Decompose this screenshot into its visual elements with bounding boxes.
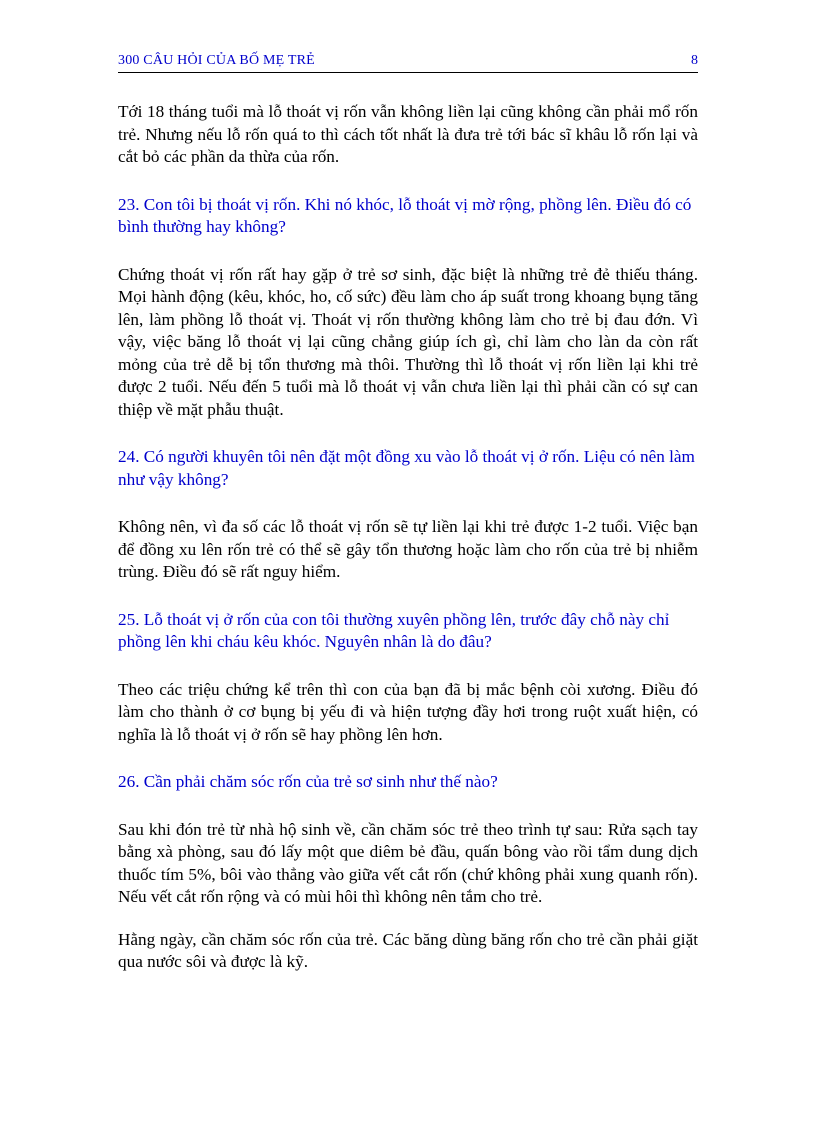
question-26: 26. Cần phải chăm sóc rốn của trẻ sơ sinh như thế nào? <box>118 772 498 791</box>
page-number: 8 <box>691 53 698 68</box>
answer-26-part-1: Sau khi đón trẻ từ nhà hộ sinh về, cần chăm sóc trẻ theo trình tự sau: Rửa sạch tay bằng xà phòng, sau đó lấy một que diêm bẻ đầu, quấn bông vào rồi tẩm dung dịch thuốc tím 5%, bôi vào thẳng vào giữa vết cắt rốn (chứ không phải xung quanh rốn). Nếu vết cắt rốn rộng và có mùi hôi thì không nên tắm cho trẻ. <box>118 819 698 906</box>
answer-paragraph-1: Tới 18 tháng tuổi mà lỗ thoát vị rốn vẫn không liền lại cũng không cần phải mổ rốn trẻ. Nhưng nếu lỗ rốn quá to thì cách tốt nhất là đưa trẻ tới bác sĩ khâu lỗ rốn lại và cắt bỏ các phần da thừa của rốn. <box>118 102 698 166</box>
answer-25: Theo các triệu chứng kể trên thì con của bạn đã bị mắc bệnh còi xương. Điều đó làm cho thành ở cơ bụng bị yếu đi và hiện tượng đầy hơi trong ruột xuất hiện, có nghĩa là lỗ thoát vị ở rốn sẽ hay phồng lên hơn. <box>118 679 698 744</box>
answer-24: Không nên, vì đa số các lỗ thoát vị rốn sẽ tự liền lại khi trẻ được 1-2 tuổi. Việc bạn để đồng xu lên rốn trẻ có thể sẽ gây tổn thương hoặc làm cho rốn của trẻ bị nhiễm trùng. Điều đó sẽ rất nguy hiểm. <box>118 517 698 581</box>
book-title: 300 CÂU HỎI CỦA BỐ MẸ TRẺ <box>118 53 315 68</box>
page-header <box>118 52 698 73</box>
answer-23: Chứng thoát vị rốn rất hay gặp ở trẻ sơ sinh, đặc biệt là những trẻ đẻ thiếu tháng. Mọi hành động (kêu, khóc, ho, cố sức) đều làm cho áp suất trong khoang bụng tăng lên, làm phồng lỗ thoát vị. Thoát vị rốn thường không làm cho trẻ bị đau đớn. Vì vậy, việc băng lỗ thoát vị lại cũng chẳng giúp ích gì, chỉ làm cho làn da còn rất mỏng của trẻ dễ bị tổn thương mà thôi. Thường thì lỗ thoát vị rốn liền lại khi trẻ được 2 tuổi. Nếu đến 5 tuổi mà lỗ thoát vị vẫn chưa liền lại thì phải cần có sự can thiệp về mặt phẫu thuật. <box>118 264 698 419</box>
question-25: 25. Lỗ thoát vị ở rốn của con tôi thường xuyên phồng lên, trước đây chỗ này chỉ phồng lên khi cháu kêu khóc. Nguyên nhân là do đâu? <box>118 609 670 651</box>
question-24: 24. Có người khuyên tôi nên đặt một đồng xu vào lỗ thoát vị ở rốn. Liệu có nên làm như vậy không? <box>118 447 695 489</box>
question-23: 23. Con tôi bị thoát vị rốn. Khi nó khóc, lỗ thoát vị mờ rộng, phồng lên. Điều đó có bình thường hay không? <box>118 194 692 236</box>
page-content <box>118 101 698 974</box>
answer-26-part-2: Hằng ngày, cần chăm sóc rốn của trẻ. Các băng dùng băng rốn cho trẻ cần phải giặt qua nước sôi và được là kỹ. <box>118 929 698 971</box>
